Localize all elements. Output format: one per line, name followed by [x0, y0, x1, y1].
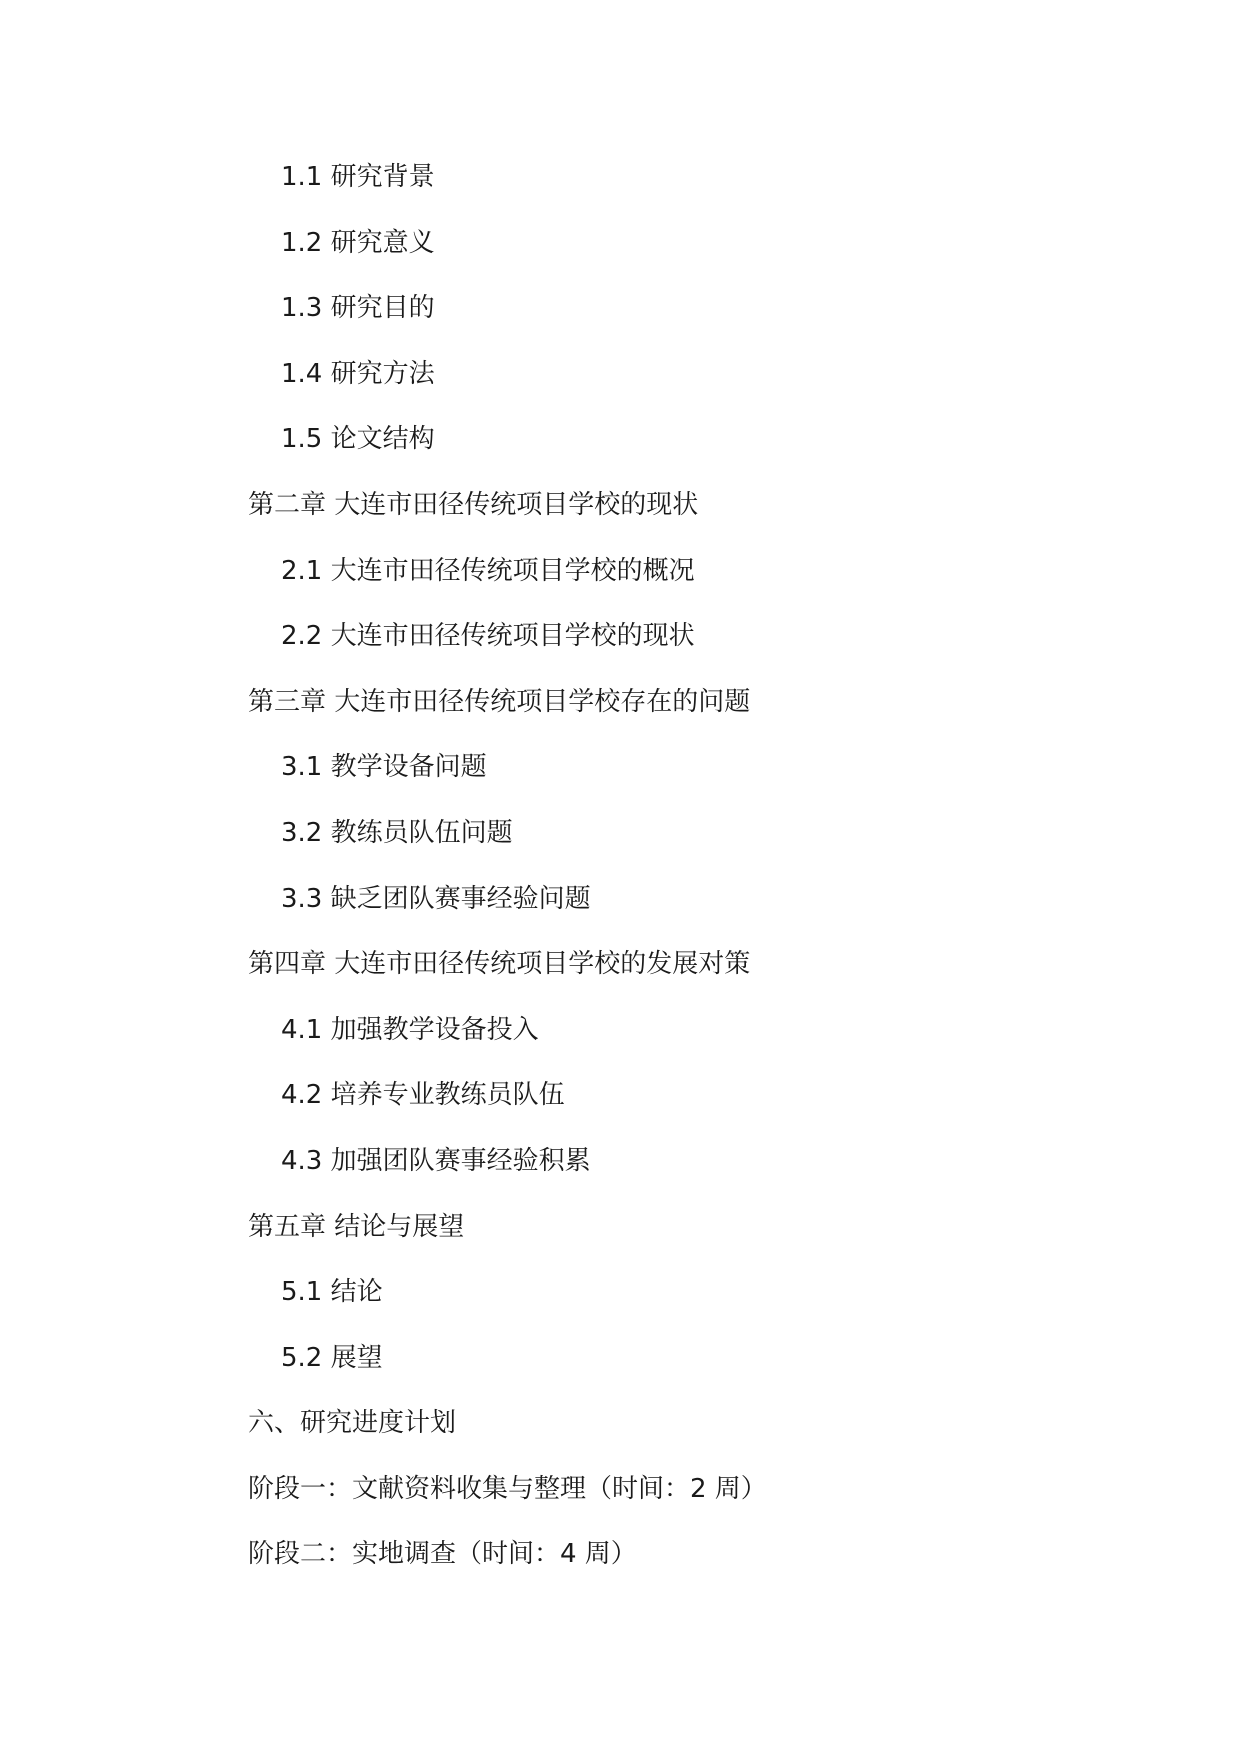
toc-section-1-1: 1.1 研究背景 [281, 162, 435, 192]
toc-section-5-1: 5.1 结论 [281, 1277, 383, 1308]
toc-chapter-3: 第三章 大连市田径传统项目学校存在的问题 [248, 686, 751, 717]
research-schedule-heading: 六、研究进度计划 [248, 1408, 457, 1439]
toc-section-4-2: 4.2 培养专业教练员队伍 [281, 1080, 565, 1111]
toc-section-3-1: 3.1 教学设备问题 [281, 752, 487, 783]
schedule-phase-2: 阶段二：实地调查（时间：4 周） [248, 1539, 637, 1570]
toc-section-1-3: 1.3 研究目的 [281, 293, 435, 324]
toc-section-4-3: 4.3 加强团队赛事经验积累 [281, 1145, 591, 1176]
toc-section-4-1: 4.1 加强教学设备投入 [281, 1014, 539, 1045]
table-of-contents [248, 152, 767, 1595]
toc-section-3-2: 3.2 教练员队伍问题 [281, 817, 513, 848]
toc-chapter-5: 第五章 结论与展望 [248, 1211, 465, 1242]
toc-section-1-4: 1.4 研究方法 [281, 358, 435, 389]
toc-chapter-2: 第二章 大连市田径传统项目学校的现状 [248, 489, 699, 520]
toc-section-2-2: 2.2 大连市田径传统项目学校的现状 [281, 621, 695, 652]
toc-chapter-4: 第四章 大连市田径传统项目学校的发展对策 [248, 949, 751, 980]
schedule-phase-1: 阶段一：文献资料收集与整理（时间：2 周） [248, 1473, 767, 1504]
toc-section-5-2: 5.2 展望 [281, 1342, 383, 1373]
toc-section-2-1: 2.1 大连市田径传统项目学校的概况 [281, 555, 695, 586]
toc-section-1-2: 1.2 研究意义 [281, 227, 435, 258]
toc-section-3-3: 3.3 缺乏团队赛事经验问题 [281, 883, 591, 914]
toc-section-1-5: 1.5 论文结构 [281, 424, 435, 455]
